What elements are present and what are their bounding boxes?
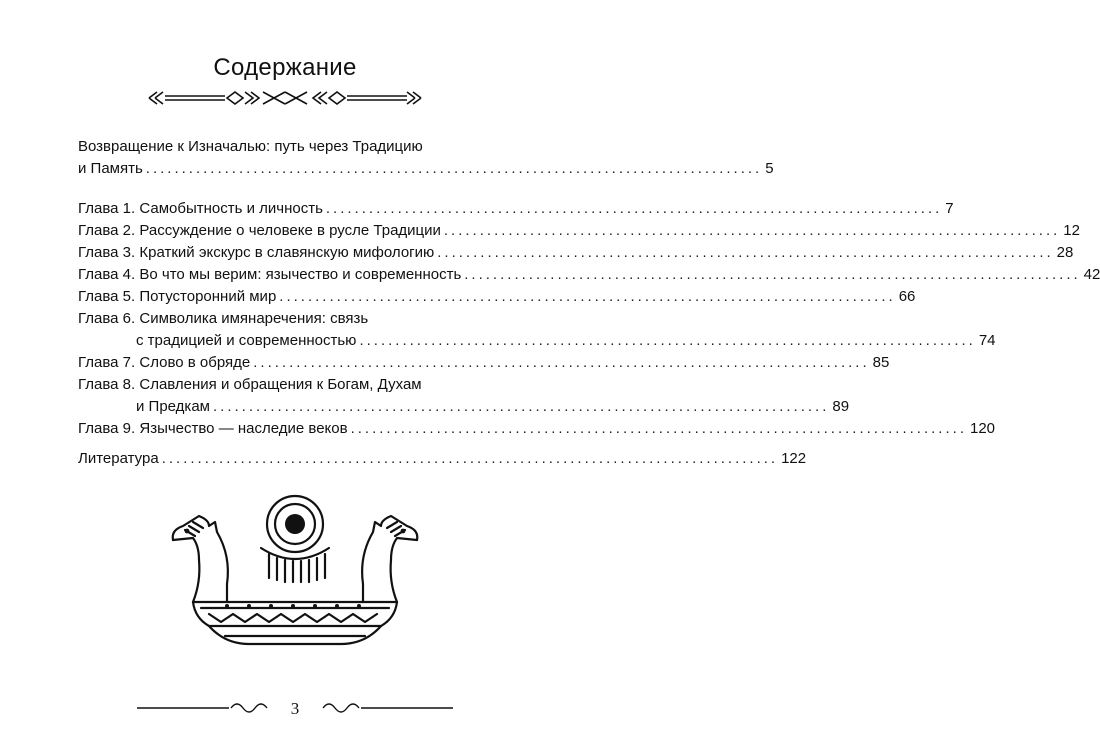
top-ornament-icon [145,88,425,108]
toc-page-number: 42 [1083,266,1100,283]
toc-chapter-9[interactable]: Глава 9. Язычество — наследие веков ...................................................................................... 120 [78,418,486,440]
toc-intro[interactable]: и Память ...................................................................................... 5 [78,158,486,180]
toc-chapter-6[interactable]: с традицией и современностью ...................................................................................... 74 [78,330,486,352]
toc-chapter-7[interactable]: Глава 7. Слово в обряде ...................................................................................... 85 [78,352,486,374]
leader-dots: ...................................................................................... [212,398,830,415]
toc-page-number: 5 [765,160,774,177]
page-title: Содержание [213,54,357,81]
leader-dots: ...................................................................................... [145,160,763,177]
leader-dots: ...................................................................................... [350,420,967,437]
toc-page-number: 12 [1063,222,1080,239]
toc-page-number: 120 [969,420,996,437]
toc-chapter-8[interactable]: и Предкам ...................................................................................... 89 [78,396,486,418]
leader-dots: ...................................................................................... [279,288,896,305]
leader-dots: ...................................................................................... [325,200,943,217]
leader-dots: ...................................................................................... [464,266,1081,283]
toc-intro-line1[interactable]: Возвращение к Изначалью: путь через Традицию [78,138,423,155]
page-number: 3 [290,699,300,718]
horse-boat-sun-illustration-icon [165,486,425,656]
toc-chapter-4[interactable]: Глава 4. Во что мы верим: язычество и современность ...................................................................................... 42 [78,264,486,286]
leader-dots: ...................................................................................... [161,450,779,467]
toc-chapter-2[interactable]: Глава 2. Рассуждение о человеке в русле Традиции ...................................................................................... 12 [78,220,486,242]
toc-page-number: 66 [898,288,916,305]
table-of-contents [78,136,1100,470]
leader-dots: ...................................................................................... [437,244,1054,261]
leader-dots: ...................................................................................... [443,222,1061,239]
toc-chapter-3[interactable]: Глава 3. Краткий экскурс в славянскую мифологию ...................................................................................... 28 [78,242,486,264]
toc-page-number: 28 [1056,244,1074,261]
leader-dots: ...................................................................................... [359,332,976,349]
toc-chapter-8-line1[interactable]: Глава 8. Славления и обращения к Богам, Духам [78,376,422,393]
toc-page-number: 7 [945,200,954,217]
leader-dots: ...................................................................................... [253,354,870,371]
toc-page-number: 85 [872,354,890,371]
toc-chapter-6-line1[interactable]: Глава 6. Символика имянаречения: связь [78,310,369,327]
toc-page-number: 89 [832,398,850,415]
toc-literature[interactable]: Литература ...................................................................................... 122 [78,448,486,470]
toc-page-number: 122 [781,450,807,467]
toc-page-number: 74 [978,332,996,349]
toc-chapter-1[interactable]: Глава 1. Самобытность и личность ...................................................................................... 7 [78,198,486,220]
toc-chapter-5[interactable]: Глава 5. Потусторонний мир ...................................................................................... 66 [78,286,486,308]
